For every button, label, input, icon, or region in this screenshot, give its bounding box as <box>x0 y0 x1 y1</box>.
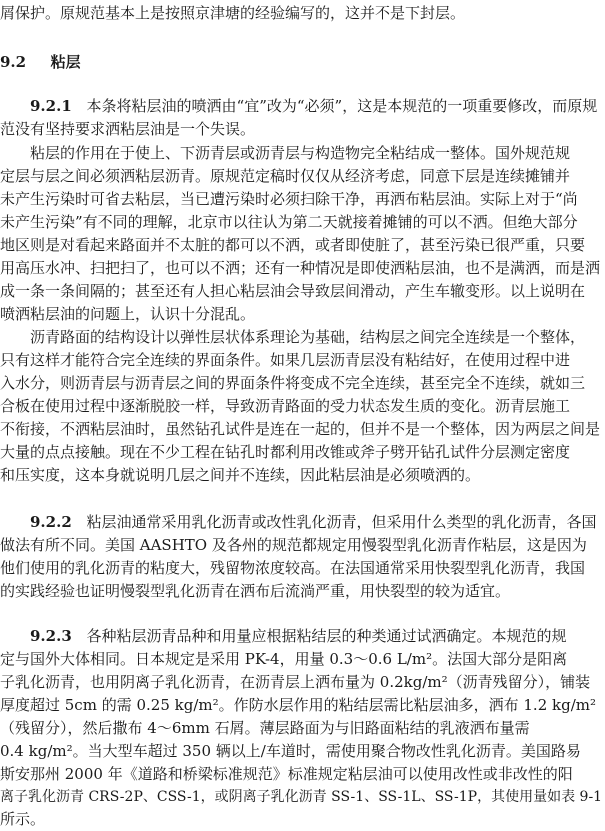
paragraph-line: 0.4 kg/m²。当大型车超过 350 辆以上/车道时，需使用聚合物改性乳化沥青。美国路易 <box>0 742 581 760</box>
paragraph-line: 未产生污染时可省去粘层，当已遭污染时必须扫除干净，再洒布粘层油。实际上对于“尚 <box>0 190 578 208</box>
paragraph-line: 喷洒粘层油的问题上，认识十分混乱。 <box>0 305 256 323</box>
paragraph-line: 离子乳化沥青 CRS-2P、CSS-1，或阴离子乳化沥青 SS-1、SS-1L、SS-1P，其使用量如表 9-1 <box>0 789 603 805</box>
section-title: 粘层 <box>50 53 81 71</box>
paragraph-line: 沥青路面的结构设计以弹性层状体系理论为基础，结构层之间完全连续是一个整体， <box>30 328 586 346</box>
paragraph-line: （残留分），然后撒布 4～6mm 石屑。薄层路面为与旧路面粘结的乳液洒布量需 <box>0 719 530 737</box>
paragraph-line: 用高压水冲、扫把扫了，也可以不洒；还有一种情况是即使洒粘层油，也不是满洒，而是洒 <box>0 259 601 277</box>
paragraph-line: 所示。 <box>0 810 46 828</box>
paragraph-line: 9.2.1 本条将粘层油的喷洒由“宜”改为“必须”，这是本规范的一项重要修改，而原规 <box>30 97 598 115</box>
clause-number: 9.2.3 <box>30 627 72 645</box>
clause-number: 9.2.2 <box>30 513 72 531</box>
section-heading <box>0 52 81 72</box>
paragraph-line: 9.2.3 各种粘层沥青品种和用量应根据粘结层的种类通过试洒确定。本规范的规 <box>30 627 567 645</box>
paragraph-line: 大量的点点接触。现在不少工程在钻孔时都利用改锥或斧子劈开钻孔试件分层测定密度 <box>0 443 571 461</box>
paragraph-line: 合板在使用过程中逐渐脱胶一样，导致沥青路面的受力状态发生质的变化。沥青层施工 <box>0 397 571 415</box>
paragraph-line: 范没有坚持要求洒粘层油是一个失误。 <box>0 120 256 138</box>
intro-line: 屑保护。原规范基本上是按照京津塘的经验编写的，这并不是下封层。 <box>0 4 466 22</box>
paragraph-line: 粘层的作用在于使上、下沥青层或沥青层与构造物完全粘结成一整体。国外规范规 <box>30 144 571 162</box>
paragraph-line: 9.2.2 粘层油通常采用乳化沥青或改性乳化沥青，但采用什么类型的乳化沥青，各国 <box>30 513 597 531</box>
paragraph-line: 定与国外大体相同。日本规定是采用 PK-4，用量 0.3～0.6 L/m²。法国大部分是阳离 <box>0 650 568 668</box>
paragraph-line: 他们使用的乳化沥青的粘度大，残留物浓度较高。在法国通常采用快裂型乳化沥青，我国 <box>0 559 586 577</box>
paragraph-line: 成一条一条间隔的；甚至还有人担心粘层油会导致层间滑动，产生车辙变形。以上说明在 <box>0 282 586 300</box>
paragraph-line: 地区则是对看起来路面并不太脏的都可以不洒，或者即使脏了，甚至污染已很严重，只要 <box>0 236 586 254</box>
clause-number: 9.2.1 <box>30 97 72 115</box>
paragraph-line: 做法有所不同。美国 AASHTO 及各州的规范都规定用慢裂型乳化沥青作粘层，这是因为 <box>0 536 587 554</box>
paragraph-line: 入水分，则沥青层与沥青层之间的界面条件将变成不完全连续，甚至完全不连续，就如三 <box>0 374 586 392</box>
paragraph-line: 只有这样才能符合完全连续的界面条件。如果几层沥青层没有粘结好，在使用过程中进 <box>0 351 571 369</box>
paragraph-line: 厚度超过 5cm 的需 0.25 kg/m²。作防水层作用的粘结层需比粘层油多，洒布 1.2 kg/m² <box>0 696 596 714</box>
paragraph-line: 不衔接，不洒粘层油时，虽然钻孔试件是连在一起的，但并不是一个整体，因为两层之间是 <box>0 420 601 438</box>
paragraph-line: 的实践经验也证明慢裂型乳化沥青在洒布后流淌严重，用快裂型的较为适宜。 <box>0 582 511 600</box>
paragraph-line: 未产生污染”有不同的理解，北京市以往认为第二天就接着摊铺的可以不洒。但绝大部分 <box>0 213 578 231</box>
section-number: 9.2 <box>0 53 27 71</box>
paragraph-line: 和压实度，这本身就说明几层之间并不连续，因此粘层油是必须喷洒的。 <box>0 466 481 484</box>
paragraph-line: 定层与层之间必须洒粘层沥青。原规范定稿时仅仅从经济考虑，同意下层是连续摊铺并 <box>0 167 571 185</box>
paragraph-line: 子乳化沥青，也用阴离子乳化沥青，在沥青层上洒布量为 0.2kg/m²（沥青残留分），铺装 <box>0 673 591 691</box>
paragraph-line: 斯安那州 2000 年《道路和桥梁标准规范》标准规定粘层油可以使用改性或非改性的阳 <box>0 765 573 783</box>
